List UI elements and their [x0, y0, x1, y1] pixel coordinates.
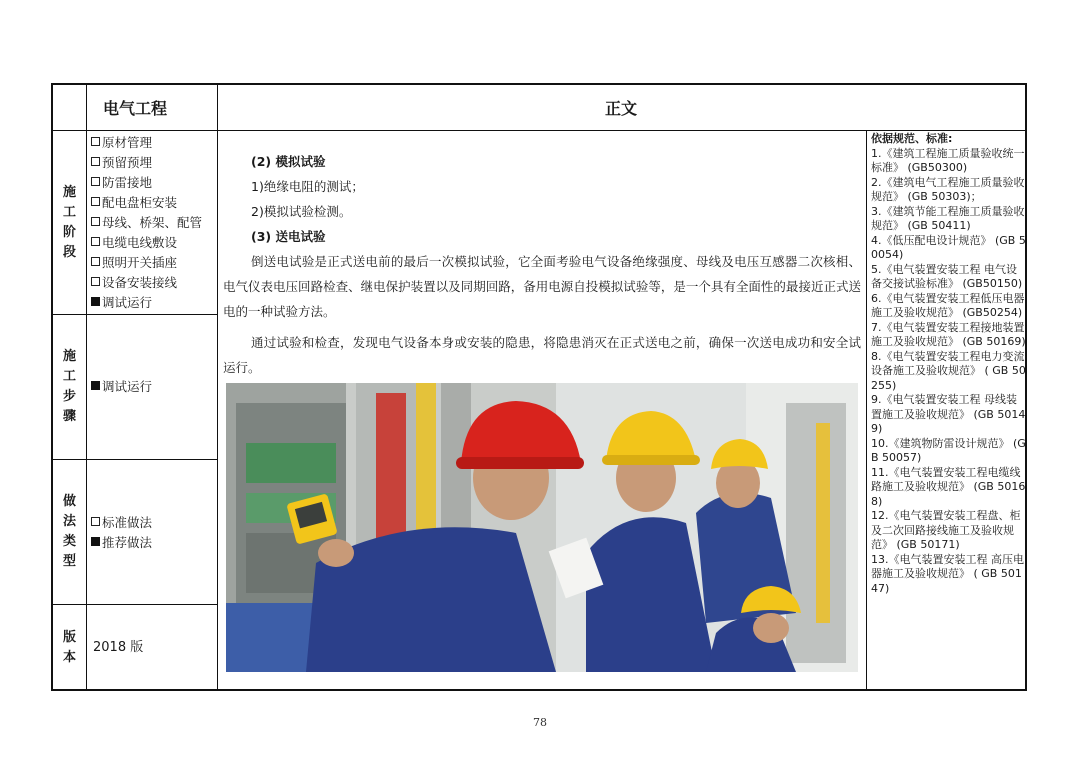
stage-item: 预留预埋: [91, 153, 202, 173]
list-item: 2)模拟试验检测。: [251, 204, 352, 219]
checkbox-filled-icon: [91, 297, 100, 306]
step-label: 施工步骤: [62, 349, 76, 424]
stage-item: 设备安装接线: [91, 273, 202, 293]
paragraph: 通过试验和检查，发现电气设备本身或安装的隐患，将隐患消灭在正式送电之前，确保一次送电成功和安全试运行。: [223, 335, 861, 375]
stage-item: 防雷接地: [91, 173, 202, 193]
stage-item: 配电盘柜安装: [91, 193, 202, 213]
stage-item: 原材管理: [91, 133, 202, 153]
checkbox-empty-icon: [91, 137, 100, 146]
column-divider: [866, 130, 867, 689]
stage-label-cell: [53, 131, 86, 314]
reference-item: 8.《电气装置安装工程电力变流设备施工及验收规范》 ( GB 50255): [871, 349, 1026, 392]
page-number: 78: [533, 716, 547, 729]
reference-standards: [871, 132, 1027, 596]
column-divider: [86, 85, 87, 689]
checkbox-empty-icon: [91, 177, 100, 186]
column-divider: [217, 85, 218, 689]
version-label: 版本: [62, 630, 76, 665]
stage-list: [91, 133, 202, 313]
checkbox-empty-icon: [91, 517, 100, 526]
reference-item: 2.《建筑电气工程施工质量验收规范》 (GB 50303)；: [871, 175, 1025, 203]
paragraph: 倒送电试验是正式送电前的最后一次模拟试验，它全面考验电气设备绝缘强度、母线及电压互感器二次核相、电气仪表电压回路检查、继电保护装置以及同期回路，备用电源自投模拟试验等，是一个具有全面性的最接近正式送电的一种试验方法。: [223, 254, 861, 319]
main-body: [223, 149, 861, 380]
heading-power-test: (3) 送电试验: [251, 229, 326, 244]
reference-item: 9.《电气装置安装工程 母线装置施工及验收规范》 (GB 50149): [871, 393, 1026, 435]
reference-item: 7.《电气装置安装工程接地装置施工及验收规范》 (GB 50169): [871, 320, 1026, 348]
list-item: 1)绝缘电阻的测试；: [251, 179, 364, 194]
checkbox-empty-icon: [91, 197, 100, 206]
stage-item: 照明开关插座: [91, 253, 202, 273]
heading-simulation-test: (2) 模拟试验: [251, 154, 326, 169]
header-divider: [53, 130, 1025, 131]
checkbox-empty-icon: [91, 217, 100, 226]
workers-testing-photo: [226, 383, 858, 672]
reference-item: 3.《建筑节能工程施工质量验收规范》 (GB 50411): [871, 204, 1025, 232]
method-label-cell: [53, 460, 86, 604]
step-label-cell: [53, 315, 86, 459]
checkbox-empty-icon: [91, 237, 100, 246]
reference-item: 4.《低压配电设计规范》 (GB 50054): [871, 233, 1026, 261]
method-item: 标准做法: [91, 513, 152, 533]
reference-item: 13.《电气装置安装工程 高压电器施工及验收规范》 ( GB 50147): [871, 552, 1024, 595]
document-table: [51, 83, 1027, 691]
reference-item: 12.《电气装置安装工程盘、柜及二次回路接线施工及验收规范》 (GB 50171): [871, 509, 1021, 551]
references-title: 依据规范、标准:: [871, 132, 953, 145]
reference-item: 1.《建筑工程施工质量验收统一标准》 (GB50300): [871, 146, 1025, 174]
stage-item: 母线、桥架、配管: [91, 213, 202, 233]
header-main-text: 正文: [604, 99, 637, 118]
reference-item: 6.《电气装置安装工程低压电器施工及验收规范》 (GB50254): [871, 291, 1025, 319]
header-discipline: 电气工程: [102, 99, 167, 118]
checkbox-empty-icon: [91, 277, 100, 286]
method-item-selected: 推荐做法: [91, 533, 152, 553]
checkbox-empty-icon: [91, 157, 100, 166]
checkbox-filled-icon: [91, 537, 100, 546]
version-value: 2018 版: [93, 640, 144, 655]
reference-item: 10.《建筑物防雷设计规范》 (GB 50057): [871, 436, 1026, 464]
stage-label: 施工阶段: [62, 184, 76, 260]
checkbox-empty-icon: [91, 257, 100, 266]
checkbox-filled-icon: [91, 381, 100, 390]
reference-item: 11.《电气装置安装工程电缆线路施工及验收规范》 (GB 50168): [871, 465, 1026, 508]
reference-item: 5.《电气装置安装工程 电气设备交接试验标准》 (GB50150): [871, 262, 1023, 290]
method-label: 做法类型: [62, 494, 76, 569]
stage-item: 电缆电线敷设: [91, 233, 202, 253]
stage-item-selected: 调试运行: [91, 293, 202, 313]
version-label-cell: [53, 605, 86, 691]
step-item: 调试运行: [91, 377, 152, 397]
